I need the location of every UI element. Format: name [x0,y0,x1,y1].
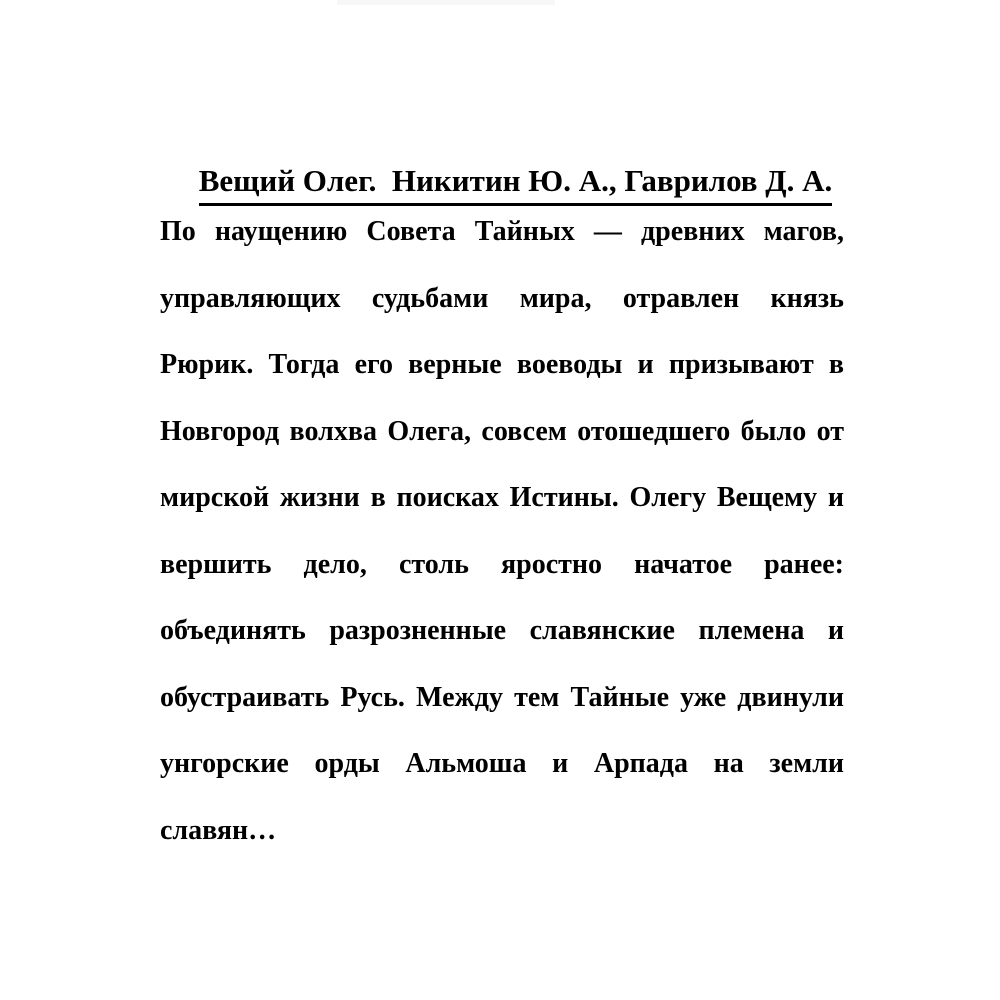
paragraph-line: По наущению Совета Тайных — древних магов, [160,216,844,247]
paragraph-line: Рюрик. Тогда его верные воеводы и призывают в [160,349,844,380]
scan-artifact [337,0,555,5]
paragraph-line-last: славян… [160,814,277,846]
paragraph-line: мирской жизни в поисках Истины. Олегу Вещему и [160,482,844,513]
paragraph-line: объединять разрозненные славянские племена и [160,615,844,646]
document-body [160,218,844,845]
paragraph-line: унгорские орды Альмоша и Арпада на земли [160,748,844,779]
paragraph-line: управляющих судьбами мира, отравлен князь [160,282,844,314]
paragraph-line: Новгород волхва Олега, совсем отошедшего было от [160,415,844,447]
paragraph-line: вершить дело, столь яростно начатое ранее: [160,548,844,580]
document-title-text: Вещий Олег. Никитин Ю. А., Гаврилов Д. А. [199,163,833,206]
paragraph-line: обустраивать Русь. Между тем Тайные уже двинули [160,681,844,713]
